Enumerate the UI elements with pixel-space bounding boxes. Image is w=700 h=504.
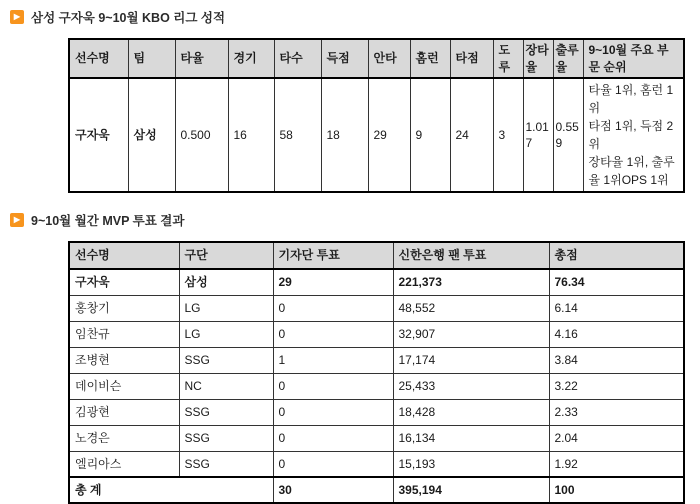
col-header-club: 구단 [179,242,273,269]
stats-header-row [69,39,684,78]
cell-club: LG [179,321,273,347]
col-header-steals: 도루 [493,39,523,78]
cell-total-label: 총 계 [69,477,273,503]
table-row [69,399,684,425]
cell-fan: 16,134 [393,425,549,451]
cell-player: 노경은 [69,425,179,451]
vote-header-row [69,242,684,269]
table-row [69,451,684,477]
cell-grand-total: 100 [549,477,684,503]
mvp-vote-table [68,241,685,504]
cell-press: 0 [273,425,393,451]
rank-line: 타점 1위, 득점 2위 [588,119,674,151]
cell-player: 조병현 [69,347,179,373]
cell-press: 0 [273,321,393,347]
cell-fan: 48,552 [393,295,549,321]
table-row [69,347,684,373]
section1-title-text: 삼성 구자욱 9~10월 KBO 리그 성적 [31,11,226,25]
play-icon: ▶ [10,213,24,227]
col-header-player: 선수명 [69,39,128,78]
cell-total: 6.14 [549,295,684,321]
total-row [69,477,684,503]
col-header-slg: 장타율 [523,39,553,78]
cell-games: 16 [228,78,274,192]
cell-player-name: 구자욱 [69,78,128,192]
col-header-major-ranks: 9~10월 주요 부문 순위 [583,39,684,78]
section2-title-text: 9~10월 월간 MVP 투표 결과 [31,214,185,228]
cell-press: 0 [273,295,393,321]
cell-club: SSG [179,347,273,373]
kbo-stats-table [68,38,685,193]
col-header-total: 총점 [549,242,684,269]
cell-club: SSG [179,399,273,425]
cell-total: 76.34 [549,269,684,295]
cell-player: 홍창기 [69,295,179,321]
cell-total: 3.22 [549,373,684,399]
cell-hits: 29 [368,78,410,192]
rank-line: 장타율 1위, 출루율 1위OPS 1위 [588,155,675,187]
cell-club: SSG [179,425,273,451]
cell-runs: 18 [321,78,368,192]
col-header-team: 팀 [128,39,175,78]
cell-club: SSG [179,451,273,477]
col-header-runs: 득점 [321,39,368,78]
cell-obp: 0.559 [553,78,583,192]
cell-team: 삼성 [128,78,175,192]
cell-press: 29 [273,269,393,295]
cell-slg: 1.017 [523,78,553,192]
col-header-player: 선수명 [69,242,179,269]
col-header-homeruns: 홈런 [410,39,450,78]
table-row [69,425,684,451]
cell-club: NC [179,373,273,399]
col-header-atbats: 타수 [274,39,321,78]
cell-total: 2.04 [549,425,684,451]
cell-club: LG [179,295,273,321]
cell-player: 김광현 [69,399,179,425]
col-header-press-vote: 기자단 투표 [273,242,393,269]
cell-press: 0 [273,373,393,399]
cell-press: 0 [273,451,393,477]
cell-fan: 221,373 [393,269,549,295]
cell-fan: 18,428 [393,399,549,425]
table-row [69,321,684,347]
cell-player: 엘리아스 [69,451,179,477]
cell-total: 3.84 [549,347,684,373]
col-header-fan-vote: 신한은행 팬 투표 [393,242,549,269]
cell-avg: 0.500 [175,78,228,192]
cell-steals: 3 [493,78,523,192]
col-header-rbi: 타점 [450,39,493,78]
cell-player: 구자욱 [69,269,179,295]
col-header-games: 경기 [228,39,274,78]
cell-fan-total: 395,194 [393,477,549,503]
cell-homeruns: 9 [410,78,450,192]
table-row [69,373,684,399]
cell-total: 1.92 [549,451,684,477]
table-row [69,269,684,295]
cell-press: 1 [273,347,393,373]
cell-club: 삼성 [179,269,273,295]
section1-title [10,8,700,26]
col-header-hits: 안타 [368,39,410,78]
cell-major-ranks [583,78,684,192]
cell-player: 임찬규 [69,321,179,347]
col-header-avg: 타율 [175,39,228,78]
col-header-obp: 출루율 [553,39,583,78]
cell-press: 0 [273,399,393,425]
cell-fan: 32,907 [393,321,549,347]
cell-atbats: 58 [274,78,321,192]
cell-fan: 25,433 [393,373,549,399]
play-icon: ▶ [10,10,24,24]
stats-data-row [69,78,684,192]
cell-fan: 17,174 [393,347,549,373]
section2-title [10,211,700,229]
cell-fan: 15,193 [393,451,549,477]
cell-total: 2.33 [549,399,684,425]
rank-line: 타율 1위, 홈런 1위 [588,83,674,115]
cell-total: 4.16 [549,321,684,347]
cell-press-total: 30 [273,477,393,503]
cell-rbi: 24 [450,78,493,192]
table-row [69,295,684,321]
cell-player: 데이비슨 [69,373,179,399]
